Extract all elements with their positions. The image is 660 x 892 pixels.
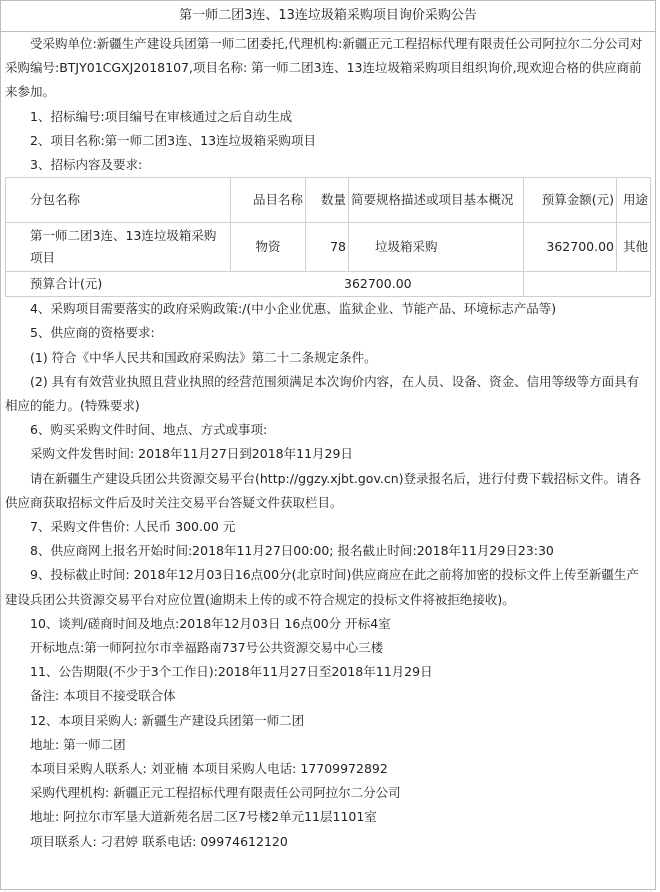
header-package-name: 分包名称: [6, 178, 231, 223]
header-item-name: 品目名称: [231, 178, 306, 223]
item-project-name: 2、项目名称:第一师二团3连、13连垃圾箱采购项目: [30, 132, 317, 148]
total-label: 预算合计(元): [6, 272, 524, 297]
item-registration-time: 8、供应商网上报名开始时间:2018年11月27日00:00; 报名截止时间:2018年11月29日23:30: [30, 543, 554, 559]
cell-quantity: 78: [306, 223, 349, 272]
item-bid-content: 3、招标内容及要求:: [30, 157, 143, 173]
agency-address: 地址: 阿拉尔市军垦大道新苑名居二区7号楼2单元11层1101室: [30, 809, 377, 825]
budget-table: [5, 177, 651, 297]
item-doc-price: 7、采购文件售价: 人民币 300.00 元: [30, 519, 236, 535]
cell-usage: 其他: [617, 223, 651, 272]
total-value-text: 362700.00: [344, 276, 412, 292]
item-qualification: 5、供应商的资格要求:: [30, 325, 155, 341]
purchaser-address: 地址: 第一师二团: [30, 736, 126, 752]
item-purchase-docs: 6、购买采购文件时间、地点、方式或事项:: [30, 422, 268, 438]
table-row: [6, 223, 651, 272]
item-announcement-period: 11、公告期限(不少于3个工作日):2018年11月27日至2018年11月29日: [30, 664, 433, 680]
docs-download-instructions: 请在新疆生产建设兵团公共资源交易平台(http://ggzy.xjbt.gov.cn)登录报名后，进行付费下载招标文件。请各供应商获取招标文件后及时关注交易平台答疑文件获取栏目。: [5, 470, 642, 510]
header-budget: 预算金额(元): [524, 178, 617, 223]
docs-sale-time: 采购文件发售时间: 2018年11月27日到2018年11月29日: [30, 446, 353, 462]
project-contact: 项目联系人: 刁君婷 联系电话: 09974612120: [30, 833, 288, 849]
announcement-body: [1, 32, 655, 854]
header-quantity: 数量: [306, 178, 349, 223]
intro-paragraph: 受采购单位:新疆生产建设兵团第一师二团委托,代理机构:新疆正元工程招标代理有限责任公司阿拉尔二分公司对采购编号:BTJY01CGXJ2018107,项目名称: 第一师二团3连、13连垃圾箱采购项目组织询价,现欢迎合格的供应商前来参加。: [5, 36, 643, 100]
item-policy: 4、采购项目需要落实的政府采购政策:/(中小企业优惠、监狱企业、节能产品、环境标志产品等): [30, 301, 557, 317]
cell-budget: 362700.00: [524, 223, 617, 272]
table-total-row: [6, 272, 651, 297]
table-header-row: [6, 178, 651, 223]
note: 备注: 本项目不接受联合体: [30, 688, 176, 704]
cell-item-name: 物资: [231, 223, 306, 272]
page-title: 第一师二团3连、13连垃圾箱采购项目询价采购公告: [1, 1, 655, 32]
item-bid-number: 1、招标编号:项目编号在审核通过之后自动生成: [30, 108, 293, 124]
item-negotiation-time: 10、谈判/磋商时间及地点:2018年12月03日 16点00分 开标4室: [30, 615, 391, 631]
purchaser-contact: 本项目采购人联系人: 刘亚楠 本项目采购人电话: 17709972892: [30, 761, 388, 777]
agency-name: 采购代理机构: 新疆正元工程招标代理有限责任公司阿拉尔二分公司: [30, 785, 401, 801]
qualification-2: (2) 具有有效营业执照且营业执照的经营范围须满足本次询价内容，在人员、设备、资金、信用等级等方面具有相应的能力。(特殊要求): [5, 373, 640, 414]
header-usage: 用途: [617, 178, 651, 223]
total-value: [344, 272, 651, 297]
opening-location: 开标地点:第一师阿拉尔市幸福路南737号公共资源交易中心三楼: [30, 640, 384, 656]
cell-package-name: 第一师二团3连、13连垃圾箱采购项目: [6, 223, 231, 272]
qualification-1: (1) 符合《中华人民共和国政府采购法》第二十二条规定条件。: [30, 349, 377, 365]
cell-spec: 垃圾箱采购: [349, 223, 524, 272]
item-purchaser: 12、本项目采购人: 新疆生产建设兵团第一师二团: [30, 712, 305, 728]
item-bid-deadline: 9、投标截止时间: 2018年12月03日16点00分(北京时间)供应商应在此之前将加密的投标文件上传至新疆生产建设兵团公共资源交易平台对应位置(逾期未上传的或不符合规定的投标文件将被拒绝接收)。: [5, 567, 639, 607]
header-spec: 简要规格描述或项目基本概况: [349, 178, 524, 223]
